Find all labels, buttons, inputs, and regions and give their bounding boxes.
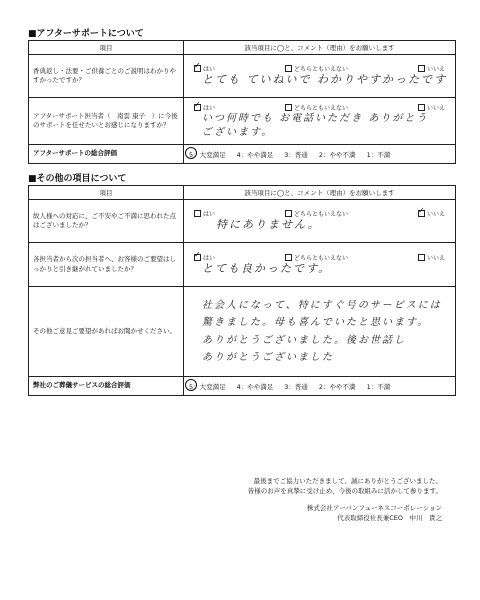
section-title-after-support: ■アフターサポートについて [28, 29, 144, 39]
option-neutral[interactable]: どちらともいえない [285, 103, 348, 112]
rating-option-5[interactable]: 5：大変満足 [189, 382, 226, 391]
checkbox-checked-icon[interactable] [418, 210, 425, 217]
rating-label: 弊社のご葬儀サービスの総合評価 [29, 377, 184, 396]
option-no[interactable]: ✓ いいえ [418, 209, 445, 218]
answer-cell [184, 200, 456, 243]
handwritten-comment: 社会人になって、特にすぐ号のサービスには 驚きました。母も喜んでいたと思います。 ありがとうございました。後お世話し ありがとうございました [202, 299, 442, 363]
handwritten-comment: とても良かったです。 [202, 261, 332, 275]
rating-option-1[interactable]: 1：不満 [366, 150, 391, 159]
answer-cell [184, 98, 456, 145]
answer-options [188, 209, 451, 218]
handwritten-comment: とても ていねいで わかりやすかったです [202, 73, 447, 87]
question-label: 香典返し・法要・ご供養ごとのご説明はわかりやすかったですか？ [29, 55, 184, 98]
rating-cell [184, 377, 456, 396]
checkbox-icon[interactable] [285, 210, 292, 217]
option-yes[interactable]: はい [194, 209, 215, 218]
option-no[interactable]: いいえ [418, 64, 445, 73]
rating-option-1[interactable]: 1：不満 [366, 382, 391, 391]
checkbox-checked-icon[interactable] [194, 104, 201, 111]
column-header-answer: 該当項目に◯と、コメント（理由）をお願いします [184, 186, 456, 200]
rating-option-3[interactable]: 3：普通 [284, 382, 308, 391]
checkbox-icon[interactable] [418, 254, 425, 261]
answer-options [188, 253, 451, 262]
handwritten-comment: 特にありません。 [216, 218, 321, 232]
answer-options [188, 64, 451, 73]
other-items-table [28, 185, 456, 396]
column-header-item: 項目 [29, 186, 184, 200]
after-support-table [28, 40, 456, 164]
rating-cell [184, 145, 456, 164]
question-label: 故人様への対応に、ご不安やご不満に思われた点はございましたか？ [29, 200, 184, 243]
checkbox-checked-icon[interactable] [194, 65, 201, 72]
rating-option-2[interactable]: 2：やや不満 [318, 382, 356, 391]
answer-cell [184, 287, 456, 377]
checkbox-icon[interactable] [418, 104, 425, 111]
checkbox-icon[interactable] [285, 65, 292, 72]
question-label: 各担当者から次の担当者へ、お客様のご要望はしっかりと引き継がれていましたか？ [29, 243, 184, 287]
rating-option-4[interactable]: 4：やや満足 [236, 150, 274, 159]
question-label: アフターサポート担当者（ 南雲 康子 ）に今後のサポートを任せたいとお感じになりますか？ [29, 98, 184, 145]
option-yes[interactable]: ✓ はい [194, 103, 215, 112]
answer-cell [184, 243, 456, 287]
company-name: 株式会社アーバンフューネスコーポレーション [306, 504, 442, 512]
answer-options [188, 103, 451, 112]
option-neutral[interactable]: どちらともいえない [285, 64, 348, 73]
checkbox-icon[interactable] [418, 65, 425, 72]
section-title-other: ■その他の項目について [28, 174, 127, 184]
rating-option-2[interactable]: 2：やや不満 [318, 150, 356, 159]
option-yes[interactable]: ✓ はい [194, 253, 215, 262]
checkbox-icon[interactable] [194, 210, 201, 217]
commitment-line: 皆様のお声を真摯に受け止め、今後の取組みに活かして参ります。 [247, 487, 442, 496]
rating-option-3[interactable]: 3：普通 [284, 150, 308, 159]
closing-message [248, 476, 442, 497]
thanks-line: 最後までご協力いただきまして、誠にありがとうございました。 [253, 477, 442, 485]
option-no[interactable]: いいえ [418, 103, 445, 112]
answer-cell [184, 55, 456, 98]
option-neutral[interactable]: どちらともいえない [285, 253, 348, 262]
handwritten-comment: いつ何時でも お電話いただき ありがとう ございます。 [202, 113, 429, 138]
option-yes[interactable]: ✓ はい [194, 64, 215, 73]
signature-block [307, 503, 442, 524]
question-label: その他ご意見ご要望があればお聞かせください。 [29, 287, 184, 377]
checkbox-icon[interactable] [285, 254, 292, 261]
rating-option-5[interactable]: 5：大変満足 [189, 150, 226, 159]
ceo-name: 代表取締役社長兼CEO 中川 貴之 [337, 514, 442, 523]
option-no[interactable]: いいえ [418, 253, 445, 262]
rating-options [188, 150, 451, 159]
checkbox-checked-icon[interactable] [194, 254, 201, 261]
column-header-answer: 該当項目に◯と、コメント（理由）をお願いします [184, 41, 456, 55]
option-neutral[interactable]: どちらともいえない [285, 209, 348, 218]
checkbox-icon[interactable] [285, 104, 292, 111]
rating-label: アフターサポートの総合評価 [29, 145, 184, 164]
rating-options [188, 382, 451, 391]
rating-option-4[interactable]: 4：やや満足 [236, 382, 274, 391]
column-header-item: 項目 [29, 41, 184, 55]
